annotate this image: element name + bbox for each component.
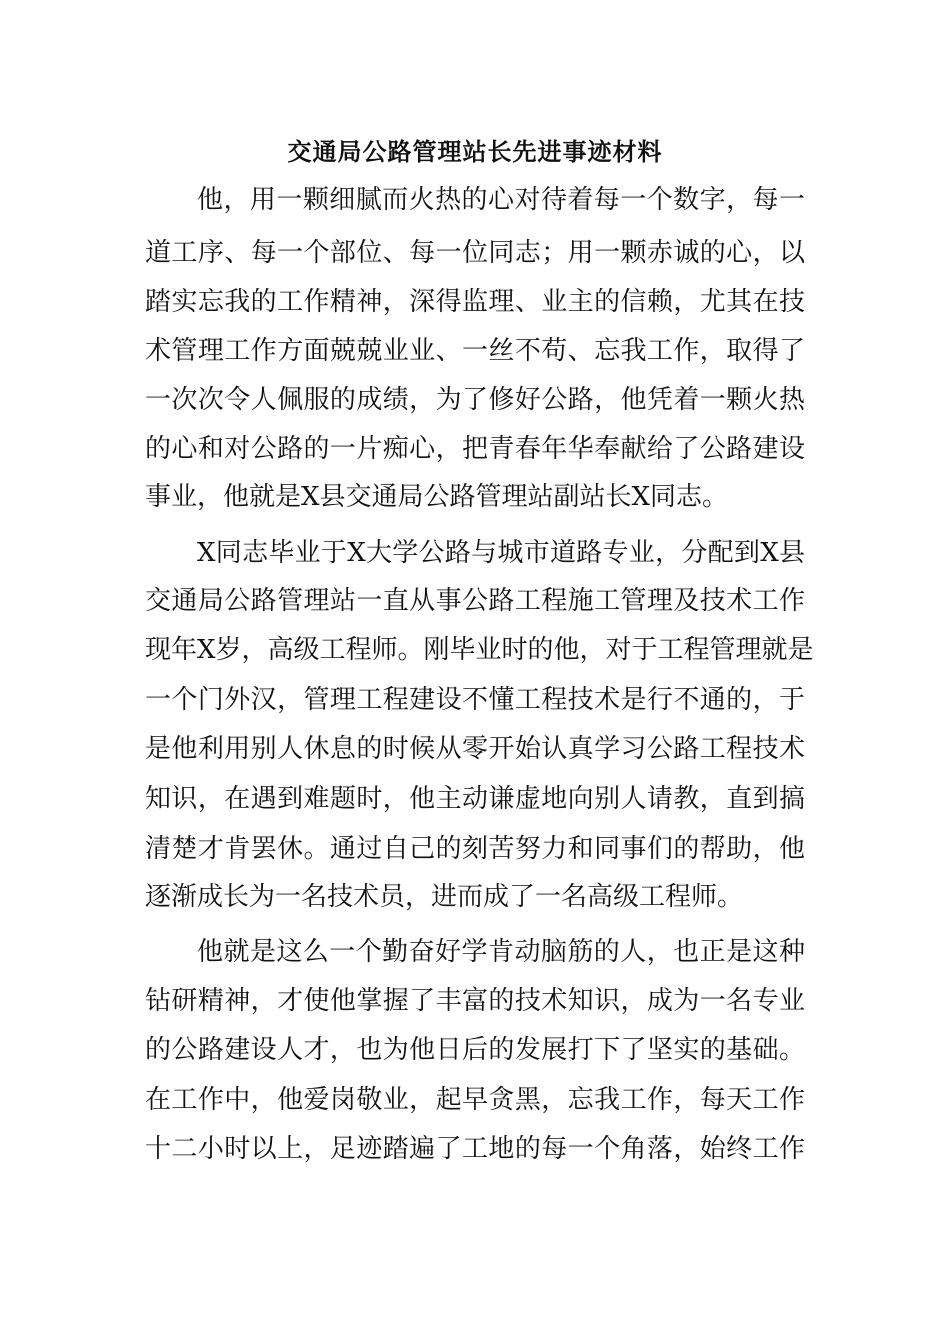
paragraph-2-line-8: 逐渐成长为一名技术员，进而成了一名高级工程师。 <box>145 882 744 912</box>
paragraph-1-line-3: 踏实忘我的工作精神，深得监理、业主的信赖，尤其在技 <box>145 287 805 317</box>
paragraph-1-line-5: 一次次令人佩服的成绩，为了修好公路，他凭着一颗火热 <box>145 385 805 415</box>
paragraph-3-line-2: 钻研精神，才使他掌握了丰富的技术知识，成为一名专业 <box>145 986 805 1016</box>
paragraph-2-line-4: 一个门外汉，管理工程建设不懂工程技术是行不通的，于 <box>145 685 805 715</box>
paragraph-1-line-6: 的心和对公路的一片痴心，把青春年华奉献给了公路建设 <box>145 434 805 464</box>
paragraph-1-line-2: 道工序、每一个部位、每一位同志；用一颗赤诚的心，以 <box>145 238 805 268</box>
paragraph-2-line-5: 是他利用别人休息的时候从零开始认真学习公路工程技术 <box>145 734 805 764</box>
paragraph-2-line-2: 交通局公路管理站一直从事公路工程施工管理及技术工作 <box>145 586 805 616</box>
document-title: 交通局公路管理站长先进事迹材料 <box>287 137 663 166</box>
paragraph-3-line-5: 十二小时以上，足迹踏遍了工地的每一个角落，始终工作 <box>145 1134 805 1164</box>
paragraph-3-line-1: 他就是这么一个勤奋好学肯动脑筋的人，也正是这种 <box>197 937 805 967</box>
paragraph-2-line-3: 现年X岁，高级工程师。刚毕业时的他，对于工程管理就是 <box>145 635 814 665</box>
paragraph-3-line-3: 的公路建设人才，也为他日后的发展打下了坚实的基础。 <box>145 1035 805 1065</box>
paragraph-2-line-7: 清楚才肯罢休。通过自己的刻苦努力和同事们的帮助，他 <box>145 834 805 864</box>
paragraph-1-line-7: 事业，他就是X县交通局公路管理站副站长X同志。 <box>145 482 729 512</box>
paragraph-1-line-4: 术管理工作方面兢兢业业、一丝不苟、忘我工作，取得了 <box>145 336 805 366</box>
paragraph-3-line-4: 在工作中，他爱岗敬业，起早贪黑，忘我工作，每天工作 <box>145 1085 805 1115</box>
paragraph-2-line-1: X同志毕业于X大学公路与城市道路专业，分配到X县 <box>197 538 805 568</box>
paragraph-2-line-6: 知识，在遇到难题时，他主动谦虚地向别人请教，直到搞 <box>145 784 805 814</box>
paragraph-1-line-1: 他，用一颗细腻而火热的心对待着每一个数字，每一 <box>197 185 805 215</box>
